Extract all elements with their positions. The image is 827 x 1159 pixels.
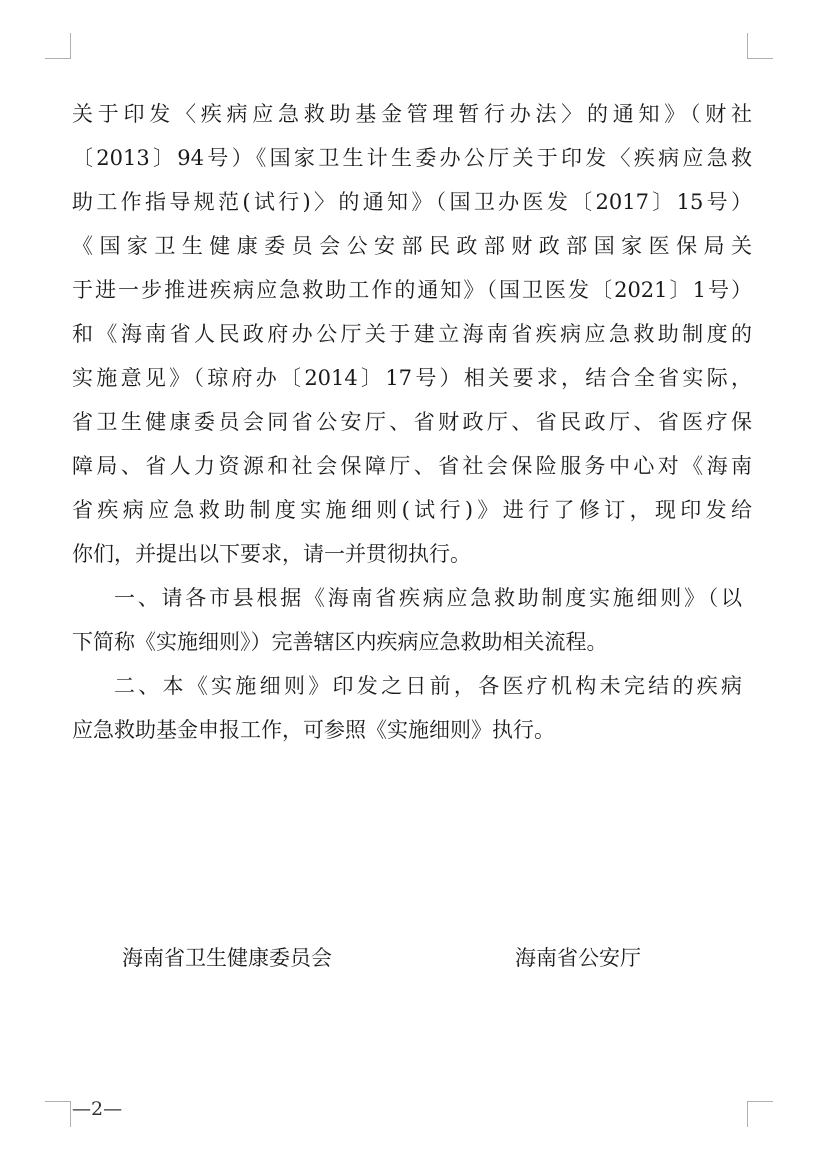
body-line: 关于印发〈疾病应急救助基金管理暂行办法〉的通知》（财社 <box>72 102 752 126</box>
body-line: 障局、省人力资源和社会保障厅、省社会保险服务中心对《海南 <box>72 454 752 478</box>
crop-mark-top-left <box>45 33 71 59</box>
crop-mark-bottom-left <box>45 1101 71 1127</box>
body-line: 应急救助基金申报工作，可参照《实施细则》执行。 <box>72 718 555 742</box>
body-line: 《国家卫生健康委员会公安部民政部财政部国家医保局关 <box>72 234 752 258</box>
body-line: 下简称《实施细则》）完善辖区内疾病应急救助相关流程。 <box>72 630 608 654</box>
signature-health-commission: 海南省卫生健康委员会 <box>122 946 332 970</box>
paragraph-one-start: 一、请各市县根据《海南省疾病应急救助制度实施细则》（以 <box>114 586 742 610</box>
body-line: 和《海南省人民政府办公厅关于建立海南省疾病应急救助制度的 <box>72 322 752 346</box>
paragraph-two-start: 二、本《实施细则》印发之日前，各医疗机构未完结的疾病 <box>114 674 742 698</box>
signature-public-security: 海南省公安厅 <box>515 946 641 970</box>
crop-mark-bottom-right <box>747 1101 773 1127</box>
body-line: 助工作指导规范(试行)〉的通知》（国卫办医发〔2017〕15号） <box>72 190 752 214</box>
body-line: 于进一步推进疾病应急救助工作的通知》（国卫医发〔2021〕1号） <box>72 278 752 302</box>
body-line: 你们，并提出以下要求，请一并贯彻执行。 <box>72 542 471 566</box>
body-line: 省卫生健康委员会同省公安厅、省财政厅、省民政厅、省医疗保 <box>72 410 752 434</box>
page-number: —2— <box>72 1098 123 1120</box>
body-line: 实施意见》（琼府办〔2014〕17号）相关要求，结合全省实际， <box>72 366 752 390</box>
crop-mark-top-right <box>747 33 773 59</box>
body-line: 〔2013〕94号）《国家卫生计生委办公厅关于印发〈疾病应急救 <box>72 146 752 170</box>
body-line: 省疾病应急救助制度实施细则(试行)》进行了修订，现印发给 <box>72 498 752 522</box>
